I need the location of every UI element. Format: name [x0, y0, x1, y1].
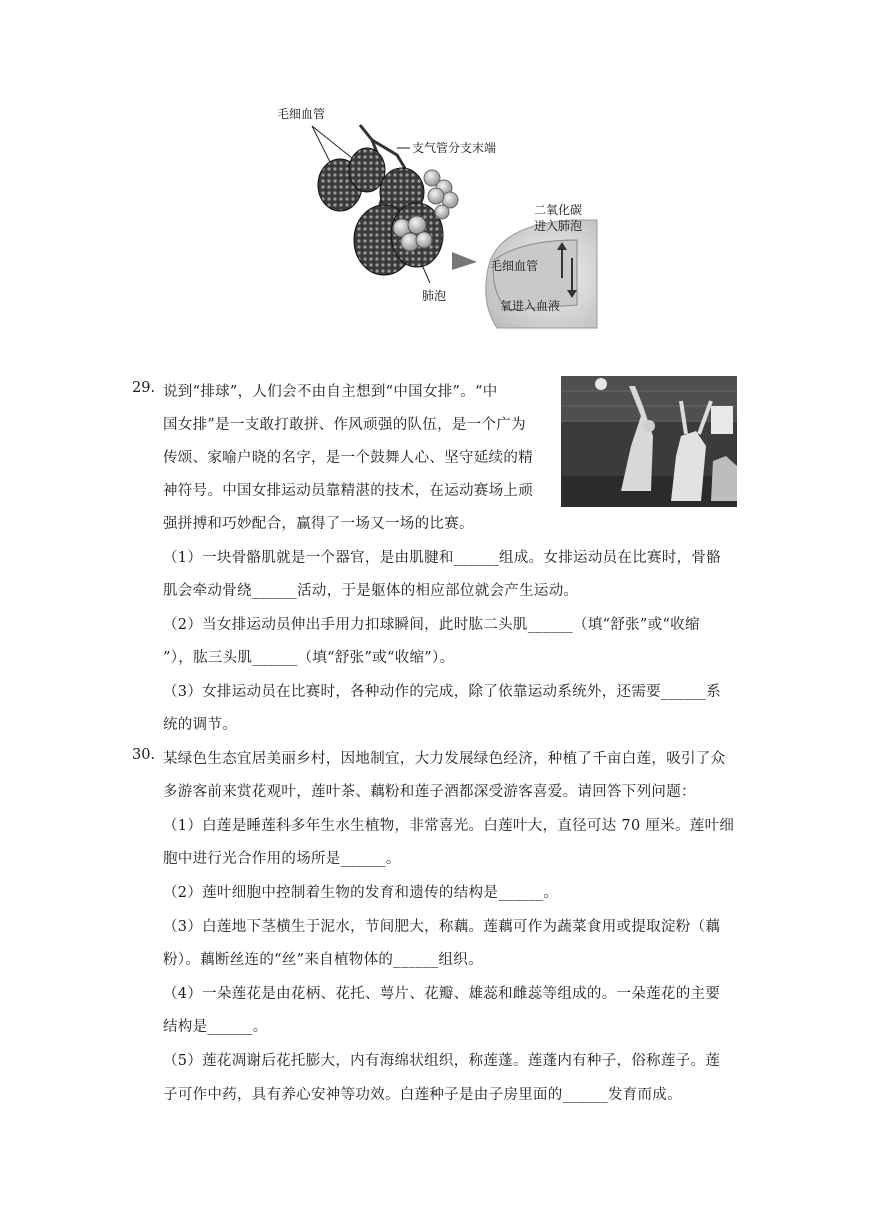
q29-intro-line: 传颂、家喻户晓的名字，是一个鼓舞人心、坚守延续的精	[163, 450, 533, 466]
lung-cluster-illustration	[318, 148, 458, 275]
q30-sub5-line: （5）莲花凋谢后花托膨大，内有海绵状组织，称莲蓬。莲蓬内有种子，俗称莲子。莲	[163, 1053, 721, 1069]
question-29-number: 29.	[132, 380, 156, 396]
label-co2-line2: 进入肺泡	[534, 219, 583, 233]
q29-sub1-line: 肌会牵动骨绕______活动，于是躯体的相应部位就会产生运动。	[163, 583, 579, 599]
volleyball-icon	[595, 378, 607, 390]
q30-intro-line: 多游客前来赏花观叶，莲叶茶、藕粉和莲子酒都深受游客喜爱。请回答下列问题：	[163, 784, 696, 800]
q29-sub1-line: （1）一块骨骼肌就是一个器官，是由肌腱和______组成。女排运动员在比赛时，骨骼	[163, 550, 722, 566]
q30-sub3-line: 粉）。藕断丝连的“丝”来自植物体的______组织。	[163, 952, 483, 968]
question-30-number: 30.	[132, 747, 156, 763]
label-co2-line1: 二氧化碳	[534, 203, 583, 217]
q29-intro-line: 强拼搏和巧妙配合，赢得了一场又一场的比赛。	[163, 516, 474, 532]
volleyball-photo	[561, 376, 737, 507]
label-alveolus: 肺泡	[422, 289, 447, 303]
q29-sub3-line: 统的调节。	[163, 717, 237, 733]
q30-sub2-line: （2）莲叶细胞中控制着生物的发育和遗传的结构是______。	[163, 885, 559, 901]
q30-sub4-line: （4）一朵莲花是由花柄、花托、萼片、花瓣、雄蕊和雌蕊等组成的。一朵莲花的主要	[163, 986, 721, 1002]
q29-intro-line: 说到“排球”，人们会不由自主想到“中国女排”。“中	[163, 384, 498, 400]
label-o2: 氧进入血液	[500, 299, 561, 313]
q29-sub3-line: （3）女排运动员在比赛时，各种动作的完成，除了依靠运动系统外，还需要______系	[163, 684, 722, 700]
alveolus-figure	[272, 100, 602, 340]
q29-sub2-line: （2）当女排运动员伸出手用力扣球瞬间，此时肱二头肌______（填“舒张”或“收缩	[163, 617, 700, 633]
q30-sub5-line: 子可作中药，具有养心安神等功效。白莲种子是由子房里面的______发育而成。	[163, 1087, 682, 1103]
label-bronchiole: 支气管分支末端	[412, 141, 497, 155]
q30-sub4-line: 结构是______。	[163, 1019, 268, 1035]
arrow-icon	[452, 252, 477, 270]
label-capillary: 毛细血管	[277, 107, 326, 121]
label-capillary-inset: 毛细血管	[490, 259, 539, 273]
q29-sub2-line: ”），肱三头肌______（填“舒张”或“收缩”）。	[163, 650, 455, 666]
q30-intro-line: 某绿色生态宜居美丽乡村，因地制宜，大力发展绿色经济，种植了千亩白莲，吸引了众	[163, 751, 726, 767]
q29-intro-line: 神符号。中国女排运动员靠精湛的技术，在运动赛场上顽	[163, 483, 533, 499]
q30-sub1-line: （1）白莲是睡莲科多年生水生植物，非常喜光。白莲叶大，直径可达 70 厘米。莲叶细	[163, 818, 735, 834]
q30-sub1-line: 胞中进行光合作用的场所是______。	[163, 851, 401, 867]
q29-intro-line: 国女排”是一支敢打敢拼、作风顽强的队伍，是一个广为	[163, 417, 526, 433]
q30-sub3-line: （3）白莲地下茎横生于泥水，节间肥大，称藕。莲藕可作为蔬菜食用或提取淀粉（藕	[163, 919, 721, 935]
